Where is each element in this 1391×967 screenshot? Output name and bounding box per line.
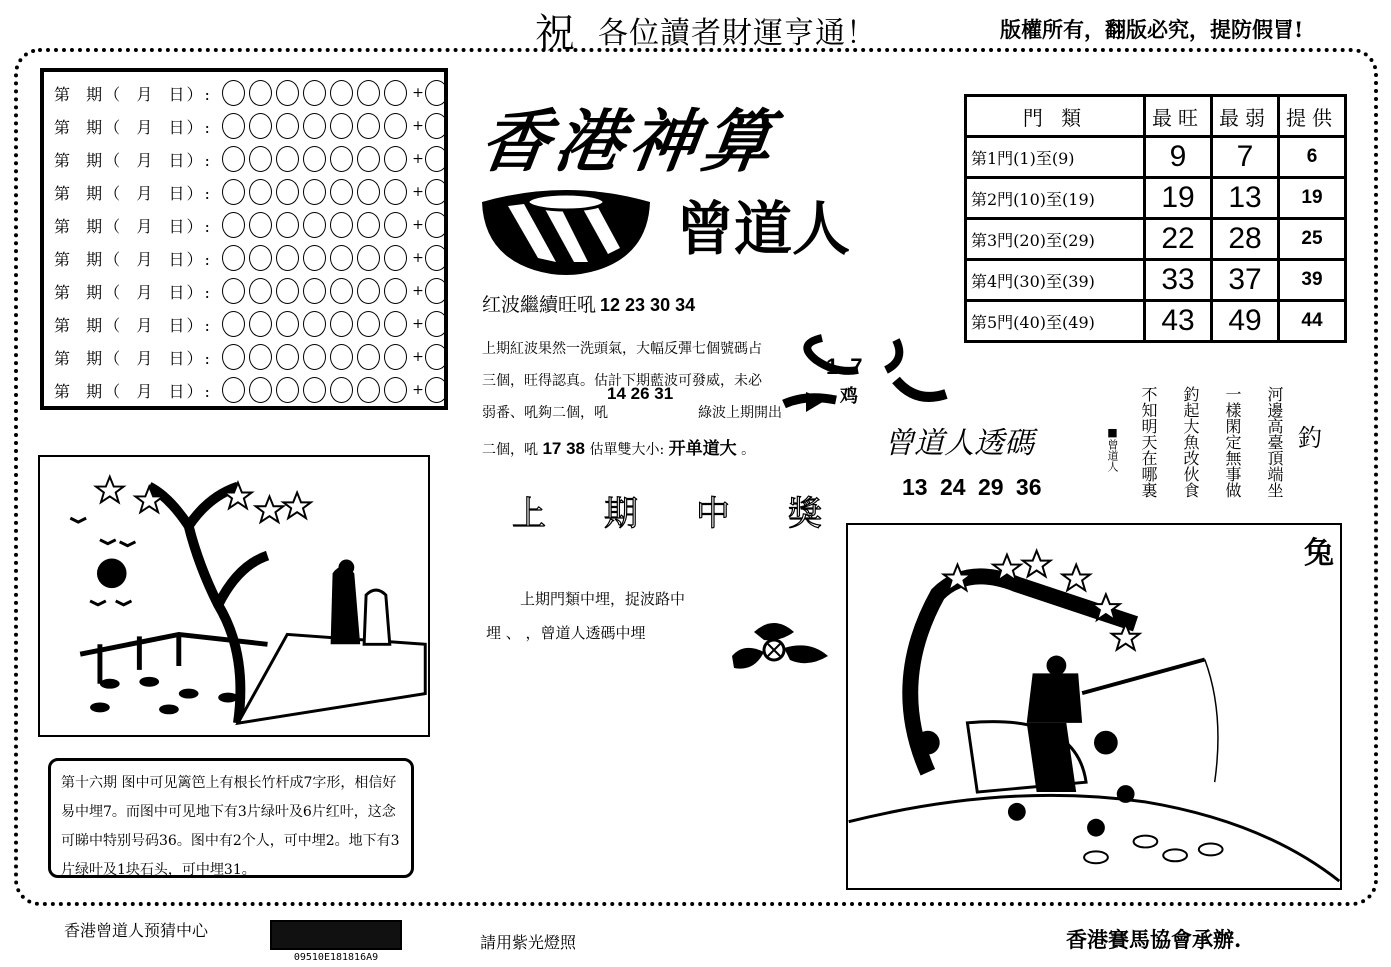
- poem-title: 釣: [1298, 424, 1322, 452]
- paragraph-line3b: 綠波上期開出: [698, 405, 782, 421]
- person-name: 曾道人: [676, 195, 851, 263]
- number-ball: [330, 146, 353, 172]
- paragraph-line4a: 二個，吼: [482, 442, 538, 458]
- special-number-ball: [425, 113, 448, 139]
- blue-wave-numbers: 14 26 31: [607, 384, 674, 403]
- number-ball: [276, 146, 299, 172]
- result-row-label: 第 期（ 月 日）:: [54, 348, 212, 368]
- paragraph-line1: 上期紅波果然一洗頭氣，大幅反彈七個號碼占: [482, 341, 762, 357]
- result-row: [54, 243, 452, 273]
- number-ball: [330, 113, 353, 139]
- number-ball: [249, 377, 272, 403]
- worst-cell: 7: [1212, 137, 1279, 178]
- special-number: 17: [826, 354, 875, 379]
- poem-author: ■曾道人: [1106, 426, 1119, 472]
- number-ball: [330, 80, 353, 106]
- col-header-door: 門 類: [966, 96, 1145, 137]
- number-ball: [276, 278, 299, 304]
- number-ball: [384, 245, 407, 271]
- number-ball: [330, 377, 353, 403]
- worst-cell: 13: [1212, 178, 1279, 219]
- number-ball: [222, 377, 245, 403]
- plus-sign: +: [412, 349, 424, 365]
- door-cell: 第4門(30)至(39): [966, 260, 1145, 301]
- poem-line4: 不知明天在哪裏: [1139, 386, 1158, 498]
- col-header-worst: 最弱: [1212, 96, 1279, 137]
- special-number-ball: [425, 377, 448, 403]
- plus-sign: +: [412, 250, 424, 266]
- number-ball: [330, 179, 353, 205]
- number-ball: [222, 80, 245, 106]
- plus-sign: +: [412, 382, 424, 398]
- number-ball: [357, 377, 380, 403]
- number-ball: [303, 179, 326, 205]
- number-ball: [222, 245, 245, 271]
- table-row: [966, 301, 1346, 342]
- table-row: [966, 219, 1346, 260]
- poem-line3: 釣起大魚改伙食: [1181, 386, 1200, 498]
- best-cell: 9: [1145, 137, 1212, 178]
- number-ball: [357, 245, 380, 271]
- special-number-ball: [425, 179, 448, 205]
- number-ball: [330, 245, 353, 271]
- best-cell: 19: [1145, 178, 1212, 219]
- paragraph-line4b: 估單雙大小:: [589, 442, 665, 458]
- result-row: [54, 144, 452, 174]
- number-ball: [384, 344, 407, 370]
- tou-ma-numbers: 13 24 29 36: [902, 474, 1042, 500]
- table-row: [966, 178, 1346, 219]
- special-number-ball: [425, 146, 448, 172]
- number-ball: [276, 113, 299, 139]
- worst-cell: 49: [1212, 301, 1279, 342]
- door-cell: 第2門(10)至(19): [966, 178, 1145, 219]
- col-header-best: 最旺: [1145, 96, 1212, 137]
- plus-sign: +: [412, 151, 424, 167]
- number-ball: [303, 278, 326, 304]
- tou-ma-title: 曾道人透碼: [884, 426, 1034, 461]
- worst-cell: 28: [1212, 219, 1279, 260]
- provide-cell: 25: [1279, 219, 1346, 260]
- special-number-ball: [425, 278, 448, 304]
- number-ball: [276, 377, 299, 403]
- number-ball: [330, 278, 353, 304]
- special-number-ball: [425, 245, 448, 271]
- best-cell: 22: [1145, 219, 1212, 260]
- special-number-ball: [425, 212, 448, 238]
- number-ball: [384, 146, 407, 172]
- number-ball: [222, 146, 245, 172]
- number-ball: [384, 278, 407, 304]
- table-row: [966, 260, 1346, 301]
- number-ball: [303, 212, 326, 238]
- special-number-ball: [425, 344, 448, 370]
- number-ball: [303, 377, 326, 403]
- result-row-label: 第 期（ 月 日）:: [54, 117, 212, 137]
- door-cell: 第3門(20)至(29): [966, 219, 1145, 260]
- result-row-label: 第 期（ 月 日）:: [54, 249, 212, 269]
- number-ball: [249, 146, 272, 172]
- puzzle-picture-tree: [38, 455, 430, 737]
- barcode-number: 09510E181816A9: [293, 952, 379, 963]
- number-ball: [357, 80, 380, 106]
- plus-sign: +: [412, 217, 424, 233]
- number-ball: [249, 344, 272, 370]
- provide-cell: 19: [1279, 178, 1346, 219]
- paragraph-line2: 三個，旺得認真。估計下期藍波可發威，未必: [482, 373, 762, 389]
- result-row-label: 第 期（ 月 日）:: [54, 315, 212, 335]
- number-ball: [249, 245, 272, 271]
- paragraph-line4: [482, 434, 755, 459]
- number-ball: [357, 311, 380, 337]
- clue-note: 第十六期 图中可见篱笆上有根长竹杆成7字形，相信好易中埋7。而图中可见地下有3片绿叶及6片红叶，这念可睇中特别号码36。图中有2个人，可中埋2。地下有3片绿叶及1块石头，可中埋31。: [48, 758, 414, 878]
- red-wave-label: 红波繼續旺吼: [482, 294, 597, 316]
- result-row: [54, 309, 452, 339]
- footer-center-name: 香港曾道人预猜中心: [64, 921, 209, 940]
- plus-sign: +: [412, 85, 424, 101]
- special-animal: 鸡: [840, 386, 858, 407]
- number-ball: [222, 311, 245, 337]
- number-ball: [222, 212, 245, 238]
- result-row: [54, 177, 452, 207]
- result-row: [54, 111, 452, 141]
- number-ball: [384, 212, 407, 238]
- number-ball: [303, 344, 326, 370]
- puzzle-picture-fishing: [846, 523, 1342, 890]
- table-row: [966, 137, 1346, 178]
- number-ball: [303, 311, 326, 337]
- result-row: [54, 375, 452, 405]
- number-ball: [303, 146, 326, 172]
- number-ball: [249, 113, 272, 139]
- footer-uv-note: 請用紫光燈照: [480, 933, 577, 952]
- last-hit-title: 上期中獎: [512, 494, 880, 534]
- result-row-label: 第 期（ 月 日）:: [54, 282, 212, 302]
- result-row-label: 第 期（ 月 日）:: [54, 381, 212, 401]
- number-ball: [357, 344, 380, 370]
- result-row-label: 第 期（ 月 日）:: [54, 183, 212, 203]
- plus-sign: +: [412, 118, 424, 134]
- poem-line1: 河邊高臺頂端坐: [1265, 386, 1284, 498]
- last-hit-line1: 上期門類中埋，捉波路中: [520, 590, 686, 608]
- copyright-notice: 版權所有，翻版必究，提防假冒!: [1000, 17, 1304, 42]
- number-ball: [330, 212, 353, 238]
- last-hit-line2: 埋 、 ，曾道人透碼中埋: [486, 624, 646, 642]
- worst-cell: 37: [1212, 260, 1279, 301]
- paragraph-line4d: 。: [741, 442, 756, 458]
- result-row-label: 第 期（ 月 日）:: [54, 150, 212, 170]
- number-ball: [357, 278, 380, 304]
- result-row: [54, 210, 452, 240]
- result-row-label: 第 期（ 月 日）:: [54, 84, 212, 104]
- number-ball: [357, 146, 380, 172]
- number-ball: [357, 179, 380, 205]
- number-ball: [384, 179, 407, 205]
- result-row: [54, 276, 452, 306]
- number-ball: [276, 311, 299, 337]
- paragraph-line3: [482, 402, 782, 422]
- paragraph-line3a: 弱番、吼夠二個，吼: [482, 405, 608, 421]
- number-ball: [276, 212, 299, 238]
- number-ball: [303, 80, 326, 106]
- number-ball: [249, 80, 272, 106]
- number-ball: [222, 344, 245, 370]
- result-row: [54, 342, 452, 372]
- number-ball: [276, 80, 299, 106]
- provide-cell: 44: [1279, 301, 1346, 342]
- number-ball: [357, 113, 380, 139]
- number-ball: [276, 344, 299, 370]
- swirl-ornament-icon: [776, 330, 956, 430]
- best-cell: 33: [1145, 260, 1212, 301]
- flower-ornament-icon: [724, 612, 834, 682]
- number-ball: [384, 80, 407, 106]
- result-row-label: 第 期（ 月 日）:: [54, 216, 212, 236]
- number-ball: [249, 179, 272, 205]
- number-ball: [303, 113, 326, 139]
- footer-organizer: 香港賽馬協會承辦.: [1066, 927, 1242, 952]
- door-cell: 第1門(1)至(9): [966, 137, 1145, 178]
- odd-even-prediction: 开单道大: [668, 439, 737, 459]
- gold-ingot-icon: [478, 184, 654, 278]
- results-table: [40, 68, 448, 410]
- door-cell: 第5門(40)至(49): [966, 301, 1145, 342]
- number-ball: [276, 245, 299, 271]
- number-ball: [384, 311, 407, 337]
- category-table: [964, 94, 1347, 343]
- number-ball: [222, 278, 245, 304]
- zodiac-rabbit: 兔: [1304, 536, 1334, 571]
- number-ball: [384, 377, 407, 403]
- red-wave-line: [482, 290, 695, 317]
- plus-sign: +: [412, 316, 424, 332]
- special-number-ball: [425, 311, 448, 337]
- page-title: 香港神算: [475, 102, 783, 182]
- poem-line2: 一樣閑定無事做: [1223, 386, 1242, 498]
- plus-sign: +: [412, 283, 424, 299]
- number-ball: [384, 113, 407, 139]
- number-ball: [249, 278, 272, 304]
- green-wave-numbers: 17 38: [542, 439, 585, 458]
- header-wish: 各位讀者財運亨通！: [598, 16, 877, 51]
- result-row: [54, 78, 452, 108]
- provide-cell: 39: [1279, 260, 1346, 301]
- number-ball: [330, 344, 353, 370]
- col-header-provide: 提供: [1279, 96, 1346, 137]
- plus-sign: +: [412, 184, 424, 200]
- number-ball: [249, 311, 272, 337]
- number-ball: [222, 179, 245, 205]
- number-ball: [276, 179, 299, 205]
- red-wave-numbers: 12 23 30 34: [600, 295, 696, 315]
- number-ball: [330, 311, 353, 337]
- best-cell: 43: [1145, 301, 1212, 342]
- header-zhu: 祝: [535, 11, 575, 57]
- provide-cell: 6: [1279, 137, 1346, 178]
- number-ball: [357, 212, 380, 238]
- special-number-ball: [425, 80, 448, 106]
- number-ball: [303, 245, 326, 271]
- number-ball: [249, 212, 272, 238]
- number-ball: [222, 113, 245, 139]
